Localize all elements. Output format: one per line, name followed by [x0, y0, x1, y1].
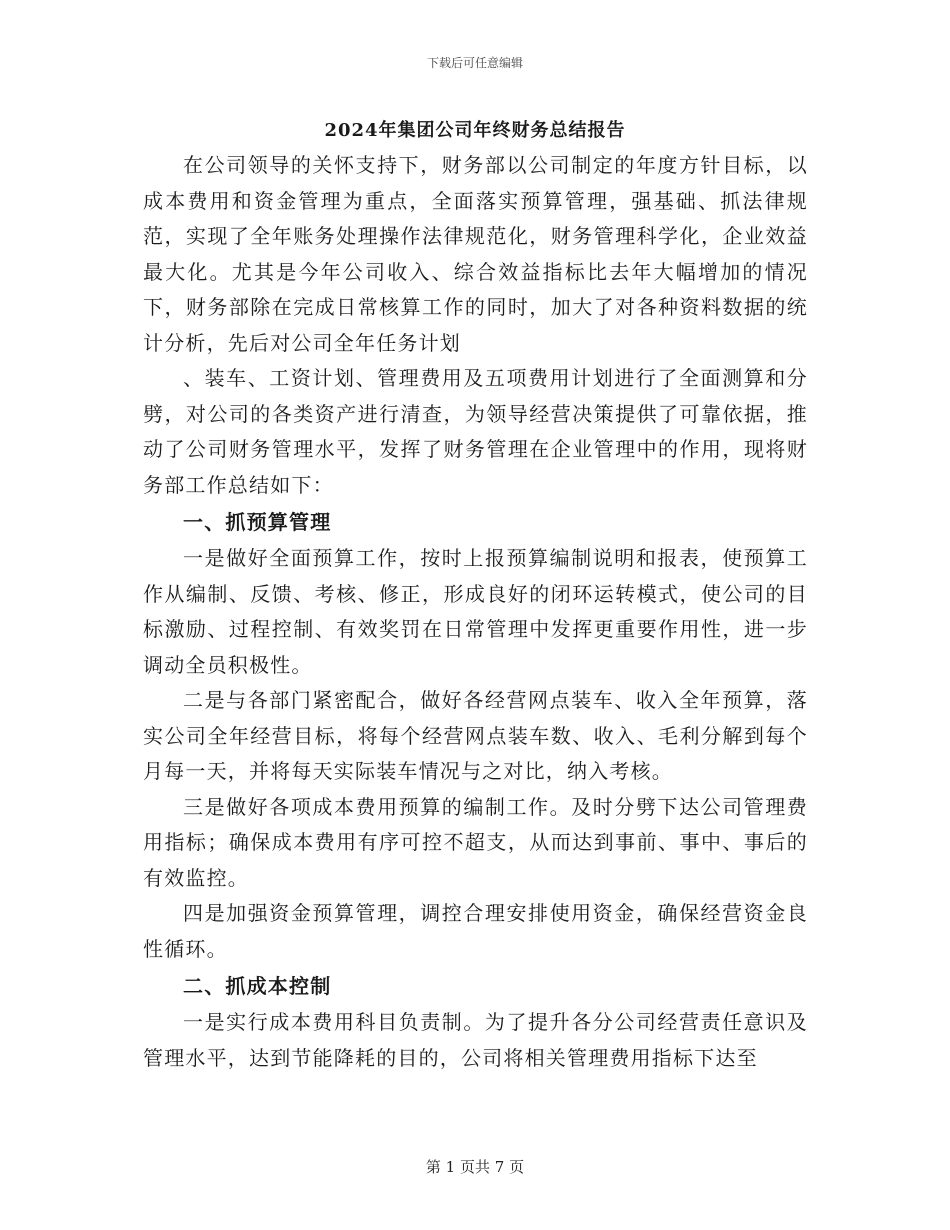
document-title: 2024年集团公司年终财务总结报告: [324, 120, 626, 141]
section-1-paragraph-3: 三是做好各项成本费用预算的编制工作。及时分劈下达公司管理费用指标；确保成本费用有序可控不超支，从而达到事前、事中、事后的有效监控。: [143, 794, 808, 890]
section-1-paragraph-2: 二是与各部门紧密配合，做好各经营网点装车、收入全年预算，落实公司全年经营目标，将每个经营网点装车数、收入、毛利分解到每个月每一天，并将每天实际装车情况与之对比，纳入考核。: [143, 688, 808, 783]
page-header: 下载后可任意编辑: [426, 56, 523, 70]
section-1-heading: 一、抓预算管理: [183, 510, 332, 534]
page-number: 第 1 页共 7 页: [425, 1158, 525, 1176]
section-1-paragraph-4: 四是加强资金预算管理，调控合理安排使用资金，确保经营资金良性循环。: [143, 901, 808, 961]
section-1-paragraph-1: 一是做好全面预算工作，按时上报预算编制说明和报表，使预算工作从编制、反馈、考核、修正，形成良好的闭环运转模式，使公司的目标激励、过程控制、有效奖罚在日常管理中发挥更重要作用性，进一步调动全员积极性。: [143, 546, 808, 677]
section-2-paragraph-1: 一是实行成本费用科目负责制。为了提升各分公司经营责任意识及管理水平，达到节能降耗的目的，公司将相关管理费用指标下达至: [143, 1010, 808, 1070]
intro-paragraph-2: 、装车、工资计划、管理费用及五项费用计划进行了全面测算和分劈，对公司的各类资产进行清查，为领导经营决策提供了可靠依据，推动了公司财务管理水平，发挥了财务管理在企业管理中的作用，现将财务部工作总结如下：: [143, 366, 808, 497]
section-2-heading: 二、抓成本控制: [183, 974, 332, 998]
document-body: [143, 148, 808, 1076]
intro-paragraph-1: 在公司领导的关怀支持下，财务部以公司制定的年度方针目标，以成本费用和资金管理为重点，全面落实预算管理，强基础、抓法律规范，实现了全年账务处理操作法律规范化，财务管理科学化，企业效益最大化。尤其是今年公司收入、综合效益指标比去年大幅增加的情况下，财务部除在完成日常核算工作的同时，加大了对各种资料数据的统计分析，先后对公司全年任务计划: [143, 153, 808, 355]
